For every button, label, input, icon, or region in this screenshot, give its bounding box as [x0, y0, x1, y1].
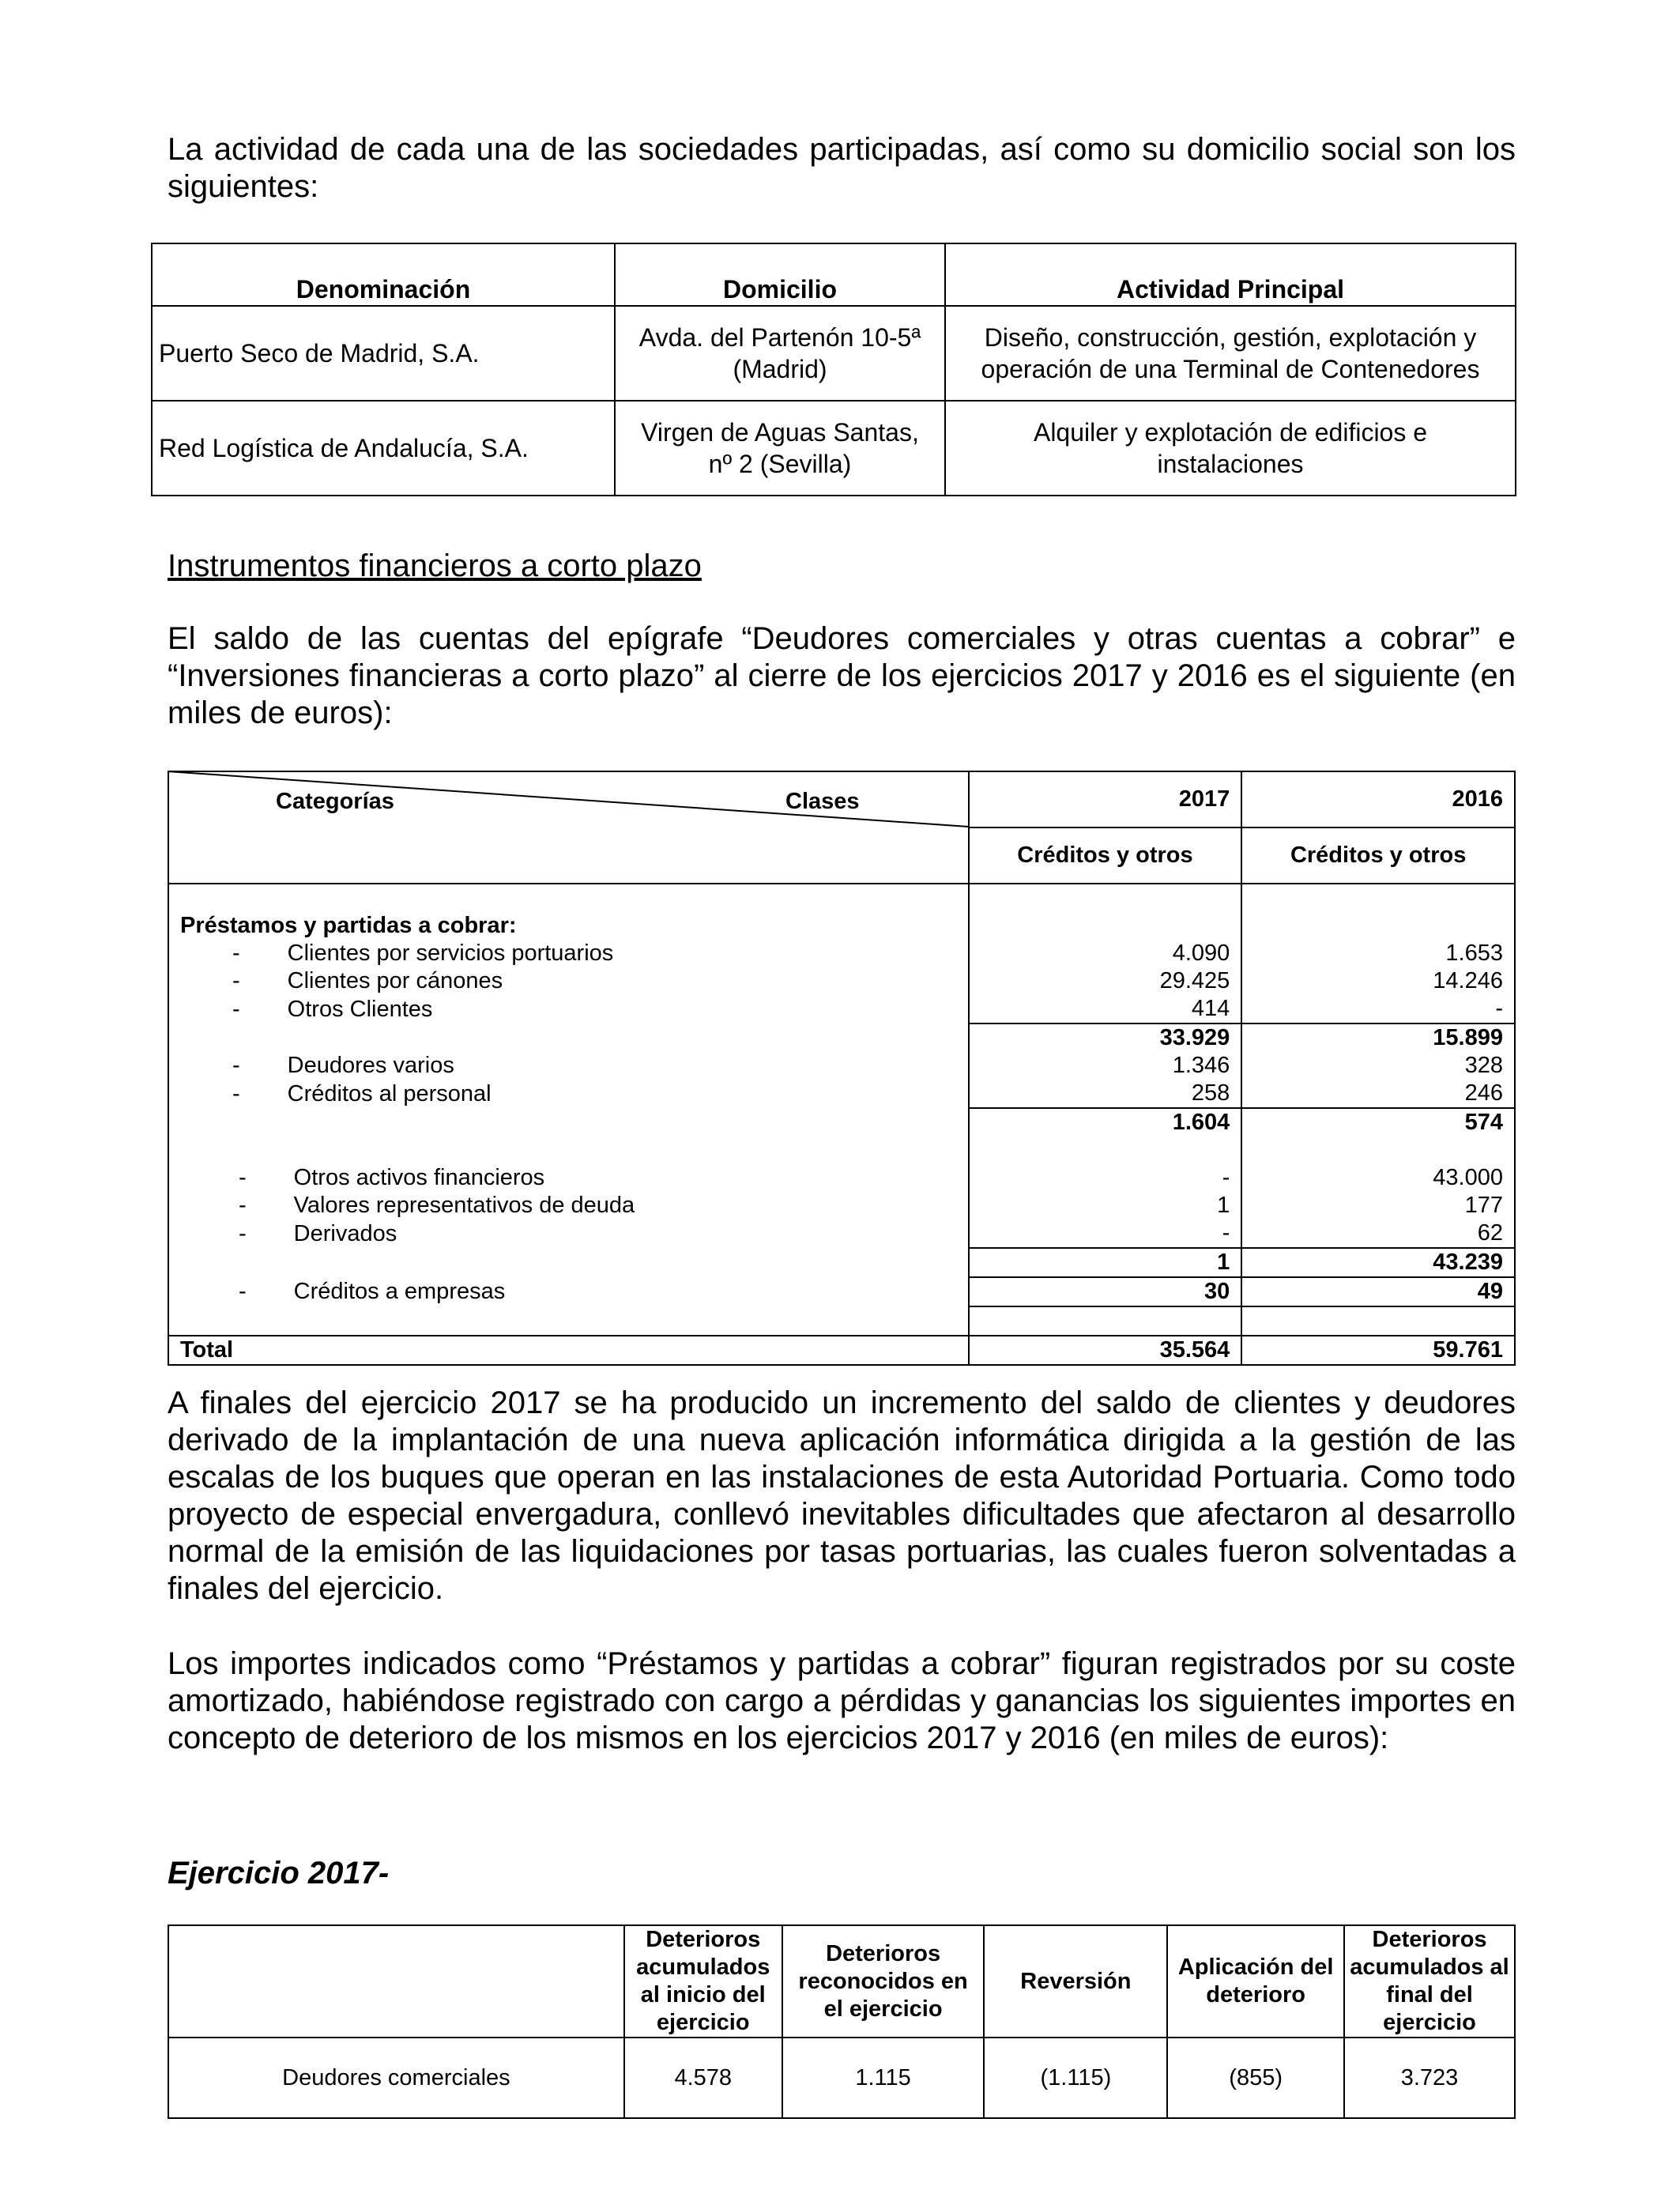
- table-row: [152, 401, 1516, 496]
- table-row: - Derivados - 62: [168, 1220, 1515, 1248]
- header-reconocidos: Deterioros reconocidos en el ejercicio: [782, 1925, 985, 2038]
- table-row: - Clientes por cánones 29.425 14.246: [168, 967, 1515, 995]
- row-label: Créditos al personal: [287, 1080, 492, 1106]
- header-actividad: Actividad Principal: [945, 243, 1516, 306]
- row-label: Clientes por servicios portuarios: [287, 941, 614, 966]
- subtotal-row: [168, 1248, 1515, 1277]
- cell-inicio: 4.578: [624, 2038, 782, 2118]
- cell-2016: 14.246: [1241, 967, 1515, 995]
- total-label: Total: [168, 1336, 969, 1365]
- table-row: [168, 2038, 1515, 2118]
- cell-2016: 246: [1241, 1080, 1515, 1108]
- subtotal-2017: 33.929: [969, 1023, 1242, 1052]
- company-activity: Alquiler y explotación de edificios e instalaciones: [945, 401, 1516, 496]
- subtotal-2017: 1.604: [969, 1108, 1242, 1137]
- table-row: - Otros activos financieros - 43.000: [168, 1164, 1515, 1192]
- sub-2017: Créditos y otros: [969, 827, 1242, 884]
- company-address: Avda. del Partenón 10-5ª (Madrid): [615, 306, 945, 401]
- year-2016: 2016: [1241, 771, 1515, 827]
- cell-2017: 414: [969, 995, 1242, 1023]
- instrumentos-table: [168, 771, 1516, 1366]
- header-inicio: Deterioros acumulados al inicio del ejercicio: [624, 1925, 782, 2038]
- subtotal-2016: 574: [1241, 1108, 1515, 1137]
- cell-2016: 49: [1241, 1277, 1515, 1306]
- participadas-table: [151, 243, 1516, 496]
- company-activity: Diseño, construcción, gestión, explotación y operación de una Terminal de Contenedores: [945, 306, 1516, 401]
- company-name: Red Logística de Andalucía, S.A.: [152, 401, 615, 496]
- cell-2016: 177: [1241, 1192, 1515, 1220]
- cell-2017: -: [969, 1164, 1242, 1192]
- group-label: Préstamos y partidas a cobrar:: [168, 912, 969, 940]
- row-label: Clientes por cánones: [287, 968, 503, 993]
- subtotal-2017: 1: [969, 1248, 1242, 1277]
- table-row: [152, 306, 1516, 401]
- cell-final: 3.723: [1344, 2038, 1515, 2118]
- row-label: Otros Clientes: [287, 996, 433, 1022]
- subtotal-2016: 43.239: [1241, 1248, 1515, 1277]
- subtotal-row: [168, 1023, 1515, 1052]
- header-final: Deterioros acumulados al final del ejercicio: [1344, 1925, 1515, 2038]
- cell-2016: 43.000: [1241, 1164, 1515, 1192]
- row-label: Otros activos financieros: [293, 1165, 545, 1190]
- total-2017: 35.564: [969, 1336, 1242, 1365]
- table-row: - Créditos al personal 258 246: [168, 1080, 1515, 1108]
- incremento-paragraph: A finales del ejercicio 2017 se ha producido un incremento del saldo de clientes y deudores derivado de la implantación de una nueva aplicación informática dirigida a la gestión de las escalas de los buques que operan en las instalaciones de esta Autoridad Portuaria. Como todo proyecto de especial envergadura, conllevó inevitables dificultades que afectaron al desarrollo normal de la emisión de las liquidaciones por tasas portuarias, las cuales fueron solventadas a finales del ejercicio.: [168, 1385, 1516, 1606]
- year-2017: 2017: [969, 771, 1242, 827]
- table-row: - Clientes por servicios portuarios 4.090 1.653: [168, 940, 1515, 967]
- cell-2017: 4.090: [969, 940, 1242, 967]
- subtotal-row: [168, 1108, 1515, 1137]
- row-label: Créditos a empresas: [293, 1279, 506, 1304]
- cell-2017: 1: [969, 1192, 1242, 1220]
- table-row: - Otros Clientes 414 -: [168, 995, 1515, 1023]
- importes-paragraph: Los importes indicados como “Préstamos y partidas a cobrar” figuran registrados por su coste amortizado, habiéndose registrado con cargo a pérdidas y ganancias los siguientes importes en concepto de deterioro de los mismos en los ejercicios 2017 y 2016 (en miles de euros):: [168, 1646, 1516, 1755]
- clases-label: Clases: [785, 789, 860, 814]
- cell-reversion: (1.115): [984, 2038, 1167, 2118]
- header-denominacion: Denominación: [152, 243, 615, 306]
- header-reversion: Reversión: [984, 1925, 1167, 2038]
- ejercicio-heading: Ejercicio 2017-: [168, 1856, 390, 1891]
- total-row: [168, 1336, 1515, 1365]
- subtotal-2016: 15.899: [1241, 1023, 1515, 1052]
- cell-aplicacion: (855): [1167, 2038, 1344, 2118]
- empty-header: [168, 1925, 624, 2038]
- company-address: Virgen de Aguas Santas, nº 2 (Sevilla): [615, 401, 945, 496]
- header-categorias-clases: [168, 771, 969, 884]
- header-domicilio: Domicilio: [615, 243, 945, 306]
- saldo-paragraph: El saldo de las cuentas del epígrafe “Deudores comerciales y otras cuentas a cobrar” e “Inversiones financieras a corto plazo” al cierre de los ejercicios 2017 y 2016 es el siguiente (en miles de euros):: [168, 621, 1516, 730]
- cell-2016: 328: [1241, 1052, 1515, 1080]
- cell-2017: 30: [969, 1277, 1242, 1306]
- table-row: - Créditos a empresas 30 49: [168, 1277, 1515, 1306]
- cell-2017: 29.425: [969, 967, 1242, 995]
- row-label: Deudores varios: [287, 1053, 454, 1078]
- table-row: - Deudores varios 1.346 328: [168, 1052, 1515, 1080]
- section-title: Instrumentos financieros a corto plazo: [168, 548, 702, 583]
- cell-2017: 1.346: [969, 1052, 1242, 1080]
- deterioro-table: [168, 1924, 1516, 2119]
- cell-2016: -: [1241, 995, 1515, 1023]
- company-name: Puerto Seco de Madrid, S.A.: [152, 306, 615, 401]
- table-row: [168, 912, 1515, 940]
- total-2016: 59.761: [1241, 1336, 1515, 1365]
- row-label: Valores representativos de deuda: [293, 1193, 635, 1218]
- header-aplicacion: Aplicación del deterioro: [1167, 1925, 1344, 2038]
- cell-2017: -: [969, 1220, 1242, 1248]
- cell-2017: 258: [969, 1080, 1242, 1108]
- table-row: - Valores representativos de deuda 1 177: [168, 1192, 1515, 1220]
- sub-2016: Créditos y otros: [1241, 827, 1515, 884]
- row-label: Derivados: [293, 1220, 397, 1246]
- categorias-label: Categorías: [276, 789, 394, 814]
- cell-reconocidos: 1.115: [782, 2038, 985, 2118]
- cell-2016: 62: [1241, 1220, 1515, 1248]
- row-label: Deudores comerciales: [168, 2038, 624, 2118]
- cell-2016: 1.653: [1241, 940, 1515, 967]
- intro-paragraph: La actividad de cada una de las sociedades participadas, así como su domicilio social son los siguientes:: [168, 132, 1516, 204]
